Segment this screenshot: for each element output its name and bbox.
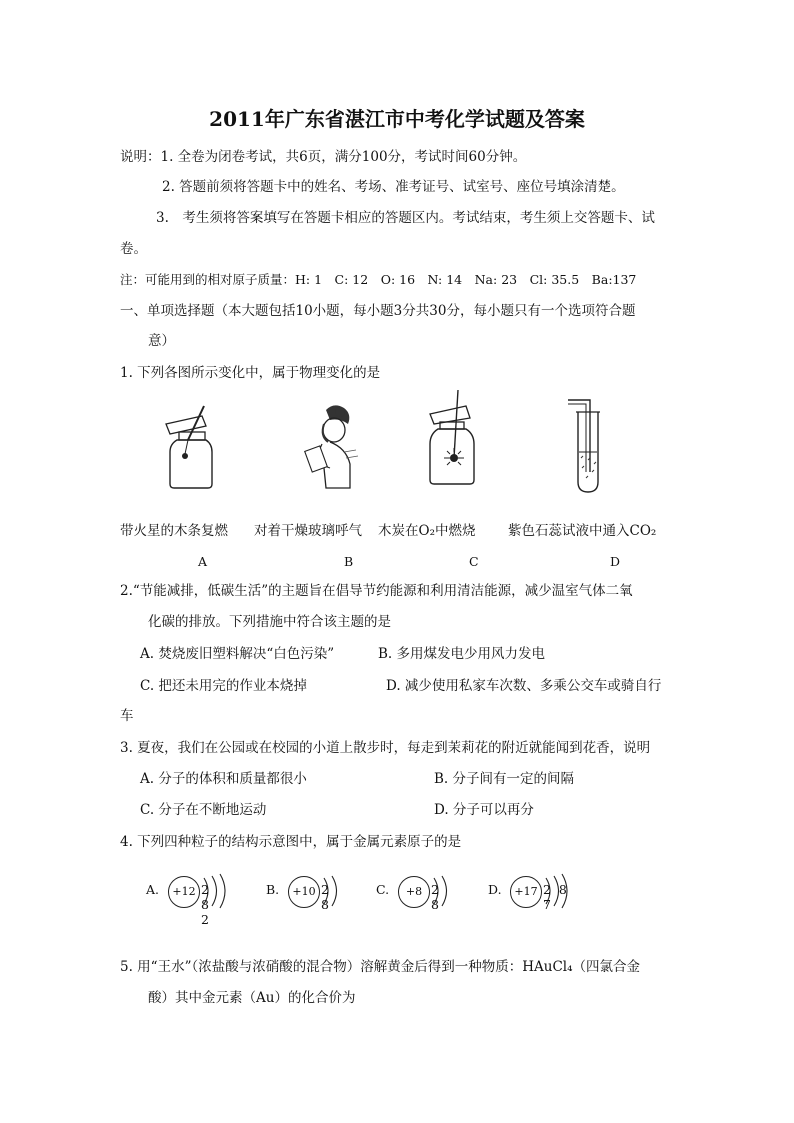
figure-c-letter: C <box>469 554 479 569</box>
atom-d-nucleus: +17 <box>510 876 542 908</box>
atom-a-nucleus: +12 <box>168 876 200 908</box>
atom-d-label: D. <box>488 882 502 897</box>
question-5-stem: 5. 用“王水”（浓盐酸与浓硝酸的混合物）溶解黄金后得到一种物质：HAuCl₄（四氯合金 <box>120 959 640 975</box>
page-title: 2011年广东省湛江市中考化学试题及答案 <box>209 107 585 131</box>
figure-d-test-tube <box>566 394 616 498</box>
question-3-option-b: B. 分子间有一定的间隔 <box>434 771 575 787</box>
note-3-continued: 卷。 <box>120 241 147 257</box>
figure-b-caption: 对着干燥玻璃呼气 <box>254 523 362 539</box>
atom-c-electrons: 2 8 <box>431 882 441 912</box>
atom-diagram-c <box>376 872 456 910</box>
question-2-option-c: C. 把还未用完的作业本烧掉 <box>140 678 307 694</box>
atom-b-electrons: 2 8 <box>321 882 331 912</box>
figure-b-letter: B <box>344 554 354 569</box>
note-1: 说明：1. 全卷为闭卷考试，共6页，满分100分，考试时间60分钟。 <box>120 149 527 165</box>
atom-diagram-d <box>488 872 578 910</box>
question-2-option-d: D. 减少使用私家车次数、多乘公交车或骑自行 <box>386 678 662 694</box>
question-2-option-a: A. 焚烧废旧塑料解决“白色污染” <box>140 646 335 662</box>
question-2-stem-continued: 化碳的排放。下列措施中符合该主题的是 <box>148 614 391 630</box>
atom-b-label: B. <box>266 882 280 897</box>
atom-diagram-a <box>146 872 226 927</box>
question-1-stem: 1. 下列各图所示变化中，属于物理变化的是 <box>120 365 381 381</box>
figure-c-charcoal-burning <box>424 388 480 492</box>
atomic-mass-note: 注：可能用到的相对原子质量：H: 1 C: 12 O: 16 N: 14 Na: 23 Cl: 35.5 Ba:137 <box>120 272 637 287</box>
question-4-stem: 4. 下列四种粒子的结构示意图中，属于金属元素原子的是 <box>120 834 462 850</box>
figure-a-letter: A <box>198 554 208 569</box>
question-2-stem: 2.“节能减排，低碳生活”的主题旨在倡导节约能源和利用清洁能源，减少温室气体二氧 <box>120 583 633 599</box>
question-3-option-c: C. 分子在不断地运动 <box>140 802 267 818</box>
atom-a-label: A. <box>146 882 160 897</box>
note-3: 3. 考生须将答案填写在答题卡相应的答题区内。考试结束，考生须上交答题卡、试 <box>156 210 655 226</box>
atom-diagram-b <box>266 872 346 910</box>
atom-d-electrons: 2 8 7 <box>543 882 569 912</box>
figure-d-caption: 紫色石蕊试液中通入CO₂ <box>508 523 657 539</box>
section-heading-continued: 意） <box>148 333 175 349</box>
question-3-option-d: D. 分子可以再分 <box>434 802 534 818</box>
question-2-option-d-continued: 车 <box>120 708 134 724</box>
question-3-option-a: A. 分子的体积和质量都很小 <box>140 771 307 787</box>
question-3-stem: 3. 夏夜，我们在公园或在校园的小道上散步时，每走到茉莉花的附近就能闻到花香，说明 <box>120 740 651 756</box>
question-5-stem-continued: 酸）其中金元素（Au）的化合价为 <box>148 990 356 1006</box>
question-2-option-b: B. 多用煤发电少用风力发电 <box>378 646 546 662</box>
figure-a-bottle-splint <box>160 404 220 496</box>
figure-b-girl-breathing <box>300 402 364 496</box>
atom-a-electrons: 2 8 2 <box>201 882 211 927</box>
figure-a-caption: 带火星的木条复燃 <box>120 523 228 539</box>
atom-c-label: C. <box>376 882 390 897</box>
atom-b-nucleus: +10 <box>288 876 320 908</box>
atom-c-nucleus: +8 <box>398 876 430 908</box>
figure-d-letter: D <box>610 554 621 569</box>
section-heading: 一、单项选择题（本大题包括10小题，每小题3分共30分，每小题只有一个选项符合题 <box>120 303 636 319</box>
note-2: 2. 答题前须将答题卡中的姓名、考场、准考证号、试室号、座位号填涂清楚。 <box>162 179 625 195</box>
figure-c-caption: 木炭在O₂中燃烧 <box>378 523 476 539</box>
